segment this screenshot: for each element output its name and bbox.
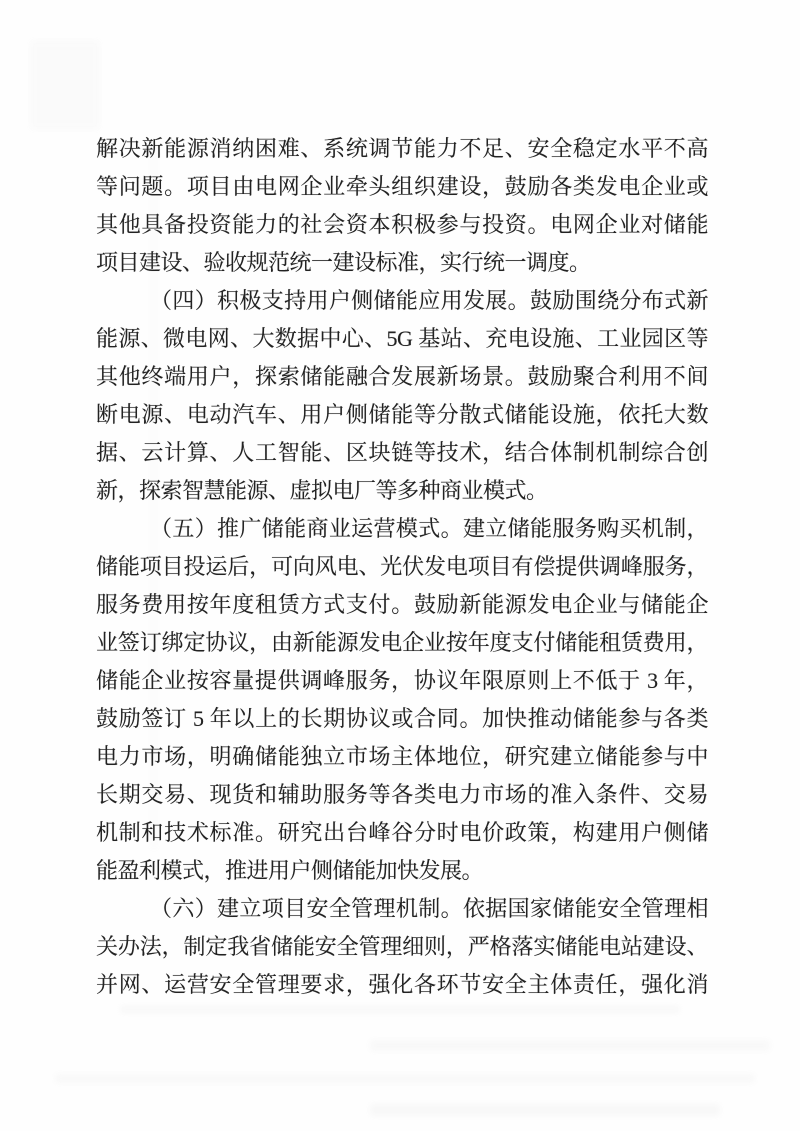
text-line: 能源、微电网、大数据中心、5G 基站、充电设施、工业园区等 — [96, 326, 708, 351]
text-line: （四）积极支持用户侧储能应用发展。鼓励围绕分布式新 — [150, 288, 708, 313]
text-line: 断电源、电动汽车、用户侧储能等分散式储能设施，依托大数 — [96, 402, 708, 427]
text-line: 长期交易、现货和辅助服务等各类电力市场的准入条件、交易 — [96, 782, 708, 807]
text-line: 电力市场，明确储能独立市场主体地位，研究建立储能参与中 — [96, 744, 708, 769]
continuation-paragraph — [96, 130, 708, 282]
scan-noise-smudge — [55, 1074, 755, 1083]
text-line: 其他终端用户，探索储能融合发展新场景。鼓励聚合利用不间 — [96, 364, 708, 389]
scan-noise-smudge — [370, 1040, 770, 1051]
scan-noise-smudge — [30, 40, 100, 130]
text-line: 机制和技术标准。研究出台峰谷分时电价政策，构建用户侧储 — [96, 820, 708, 845]
text-line: 解决新能源消纳困难、系统调节能力不足、安全稳定水平不高 — [96, 136, 708, 161]
text-line: 项目建设、验收规范统一建设标准，实行统一调度。 — [96, 250, 591, 275]
document-body — [96, 130, 708, 1004]
text-line: 据、云计算、人工智能、区块链等技术，结合体制机制综合创 — [96, 440, 708, 465]
text-line: 服务费用按年度租赁方式支付。鼓励新能源发电企业与储能企 — [96, 592, 708, 617]
text-line: （六）建立项目安全管理机制。依据国家储能安全管理相 — [150, 896, 708, 921]
text-line: （五）推广储能商业运营模式。建立储能服务购买机制， — [150, 516, 708, 541]
text-line: 关办法，制定我省储能安全管理细则，严格落实储能电站建设、 — [96, 934, 708, 959]
section-6-paragraph — [96, 890, 708, 1004]
text-line: 能盈利模式，推进用户侧储能加快发展。 — [96, 858, 484, 883]
text-line: 并网、运营安全管理要求，强化各环节安全主体责任，强化消 — [96, 972, 708, 997]
text-line: 储能项目投运后，可向风电、光伏发电项目有偿提供调峰服务， — [96, 554, 708, 579]
section-4-paragraph — [96, 282, 708, 510]
text-line: 鼓励签订 5 年以上的长期协议或合同。加快推动储能参与各类 — [96, 706, 708, 731]
scan-noise-smudge — [370, 1104, 720, 1116]
section-5-paragraph — [96, 510, 708, 890]
text-line: 储能企业按容量提供调峰服务，协议年限原则上不低于 3 年， — [96, 668, 708, 693]
text-line: 等问题。项目由电网企业牵头组织建设，鼓励各类发电企业或 — [96, 174, 708, 199]
text-line: 新，探索智慧能源、虚拟电厂等多种商业模式。 — [96, 478, 548, 503]
text-line: 业签订绑定协议，由新能源发电企业按年度支付储能租赁费用， — [96, 630, 708, 655]
scan-noise-smudge — [120, 1006, 680, 1013]
text-line: 其他具备投资能力的社会资本积极参与投资。电网企业对储能 — [96, 212, 708, 237]
